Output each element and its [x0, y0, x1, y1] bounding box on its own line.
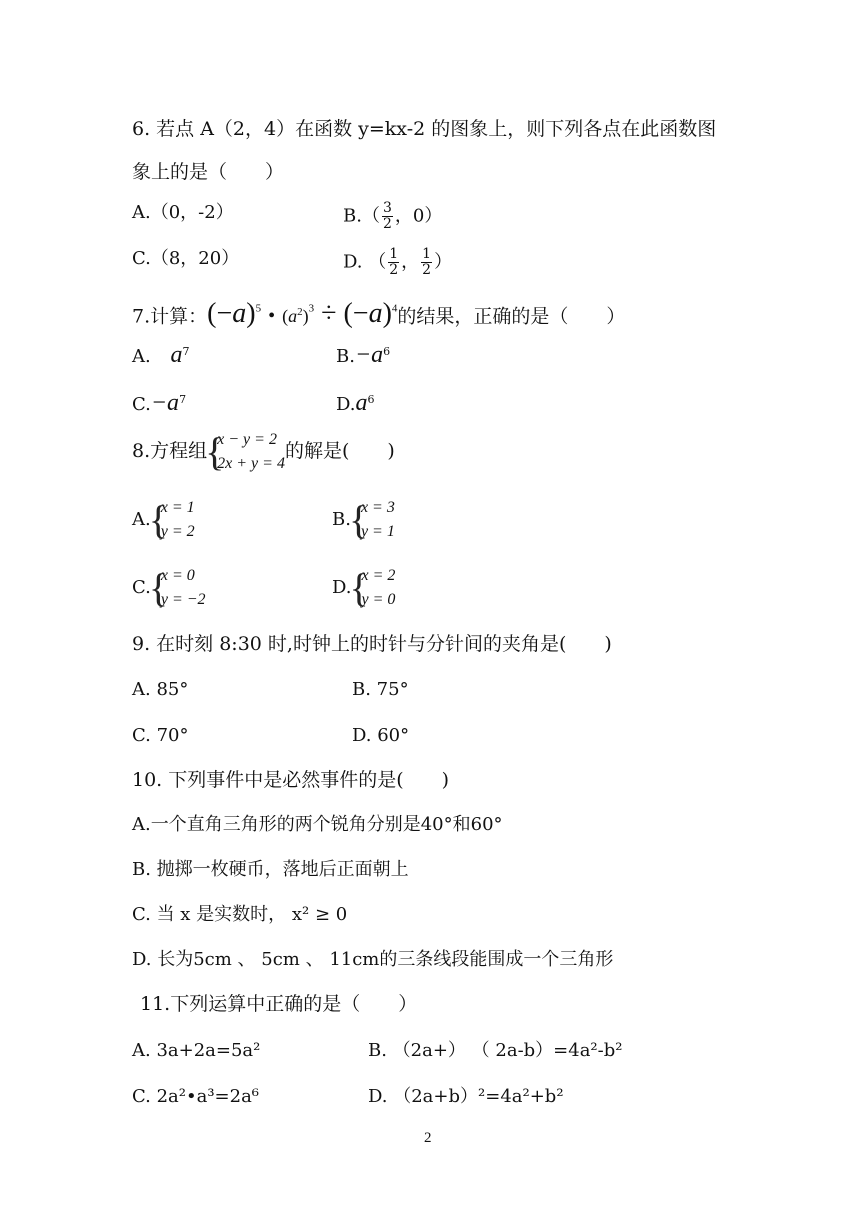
q9-stem: 9. 在时刻 8:30 时,时钟上的时针与分针间的夹角是( )	[132, 633, 612, 655]
q7-stem	[132, 292, 625, 333]
q8-stem	[132, 428, 395, 476]
q9-option-a: A. 85°	[132, 679, 189, 700]
fraction-denominator: 2	[382, 216, 392, 232]
option-label: C.	[132, 577, 151, 598]
option-value: a	[355, 390, 368, 416]
q10-option-d: D. 长为5cm 、 5cm 、 11cm的三条线段能围成一个三角形	[132, 949, 614, 970]
q9-option-d: D. 60°	[352, 725, 410, 746]
option-system	[151, 564, 206, 612]
q10-option-a: A.一个直角三角形的两个锐角分别是40°和60°	[132, 814, 503, 835]
q7-option-b	[336, 340, 390, 369]
fraction-numerator: 1	[422, 246, 432, 262]
option-label: B.	[332, 509, 351, 530]
system-line-1: { x = 0	[160, 567, 195, 584]
q7-expression: $(-a)^5$ • $(a^2)^3 \div (-a)^4$	[207, 298, 398, 330]
system-line-2: y = 0	[361, 591, 396, 608]
q7-prefix: 7.计算：	[132, 305, 208, 328]
q8-option-a	[132, 496, 195, 544]
q6-option-d-prefix: D. （	[343, 251, 387, 273]
q10-stem: 10. 下列事件中是必然事件的是( )	[132, 769, 450, 791]
option-label: D.	[336, 394, 356, 415]
q9-option-c: C. 70°	[132, 725, 189, 746]
q11-option-b: B. （2a+） （ 2a-b）=4a²-b²	[368, 1040, 623, 1061]
q11-option-d: D. （2a+b）²=4a²+b²	[368, 1086, 564, 1107]
q7-suffix: 的结果，正确的是（ ）	[397, 305, 626, 328]
fraction-numerator: 1	[389, 246, 399, 262]
q6-option-d-separator: ，	[401, 251, 420, 273]
q8-option-d	[332, 564, 395, 612]
option-label: C.	[132, 394, 151, 415]
q8-system	[207, 428, 285, 476]
q8-equation-1: { x − y = 2	[217, 431, 277, 448]
q6-option-d-fraction-2	[421, 247, 432, 278]
q8-option-b	[332, 496, 395, 544]
option-system	[151, 496, 195, 544]
q10-option-c: C. 当 x 是实数时， x² ≥ 0	[132, 904, 348, 925]
q6-stem-line2: 象上的是（ ）	[132, 161, 285, 183]
page-number: 2	[424, 1130, 432, 1146]
system-line-1: { x = 2	[361, 567, 396, 584]
option-label: A.	[132, 346, 151, 367]
option-label: D.	[332, 577, 352, 598]
q6-option-d-fraction-1	[388, 247, 399, 278]
q8-prefix: 8.方程组	[132, 440, 208, 462]
q6-option-c: C.（8，20）	[132, 248, 240, 269]
q6-option-b-prefix: B.（	[343, 205, 380, 227]
system-line-1: { x = 3	[360, 499, 395, 516]
option-system	[352, 564, 396, 612]
fraction-denominator: 2	[389, 262, 399, 278]
q8-option-c	[132, 564, 206, 612]
system-line-1: { x = 1	[160, 499, 195, 516]
q6-option-b-fraction	[382, 201, 393, 232]
q7-option-c	[132, 388, 186, 417]
fraction-denominator: 2	[422, 262, 432, 278]
option-exponent: 6	[367, 393, 375, 406]
q6-stem-line1: 6. 若点 A（2，4）在函数 y=kx-2 的图象上，则下列各点在此函数图	[132, 118, 717, 140]
system-line-2: y = −2	[160, 591, 206, 608]
q11-option-a: A. 3a+2a=5a²	[132, 1040, 261, 1061]
option-label: A.	[132, 509, 151, 530]
option-exponent: 6	[383, 345, 391, 358]
option-value: −a	[150, 390, 180, 416]
option-system	[351, 496, 395, 544]
option-value: a	[170, 342, 183, 368]
q6-option-b-suffix: ，0）	[394, 205, 443, 227]
q8-suffix: 的解是( )	[284, 440, 395, 462]
system-line-2: y = 2	[160, 523, 195, 540]
option-exponent: 7	[182, 345, 190, 358]
option-value: −a	[354, 342, 384, 368]
q7-option-a	[132, 340, 189, 369]
option-exponent: 7	[179, 393, 187, 406]
q11-stem: 11.下列运算中正确的是（ ）	[140, 993, 418, 1015]
fraction-numerator: 3	[382, 200, 392, 216]
q6-option-d	[343, 247, 452, 278]
system-line-2: y = 1	[360, 523, 395, 540]
q9-option-b: B. 75°	[352, 679, 409, 700]
q7-option-d	[336, 388, 375, 417]
q6-option-d-suffix: ）	[434, 251, 453, 273]
q8-equation-2: 2x + y = 4	[217, 455, 285, 472]
q10-option-b: B. 抛掷一枚硬币，落地后正面朝上	[132, 859, 409, 880]
option-label: B.	[336, 346, 355, 367]
q6-option-b	[343, 201, 442, 232]
q6-option-a: A.（0，-2）	[132, 202, 234, 223]
q11-option-c: C. 2a²•a³=2a⁶	[132, 1086, 260, 1107]
